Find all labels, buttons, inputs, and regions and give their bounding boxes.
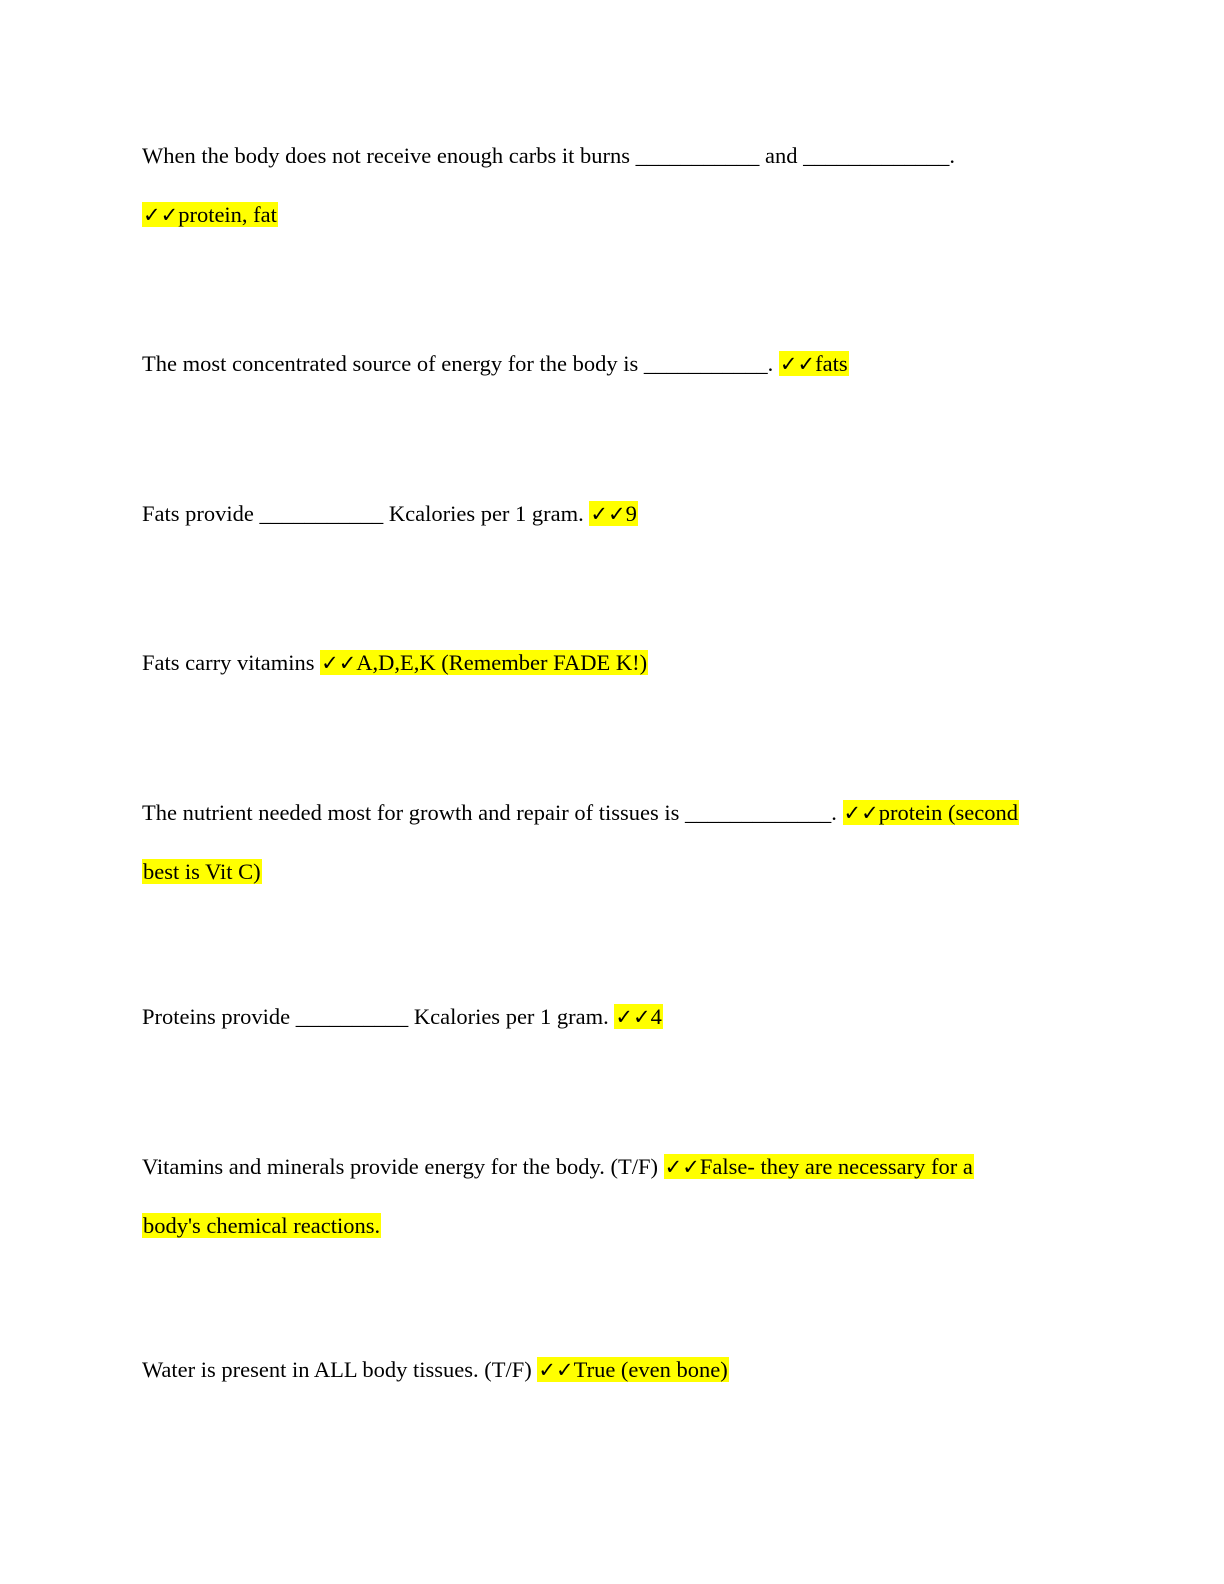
question-7-prompt: Vitamins and minerals provide energy for the body. (T/F) [142,1154,659,1179]
question-6 [142,1001,663,1033]
answer-6-highlight [614,1004,662,1029]
answer-1 [142,199,278,231]
answer-5-continuation [142,856,262,888]
double-checkmark-icon: ✓✓ [321,651,357,675]
answer-5-cont-highlight: best is Vit C) [143,859,261,884]
double-checkmark-icon: ✓✓ [615,1005,651,1029]
question-1-prompt: When the body does not receive enough carbs it burns ___________ and _____________. [142,143,955,168]
answer-2-highlight [779,351,849,376]
answer-2-text: fats [815,351,848,376]
double-checkmark-icon: ✓✓ [143,203,179,227]
answer-7-highlight [664,1154,974,1179]
question-8-prompt: Water is present in ALL body tissues. (T/F) [142,1357,532,1382]
answer-8-text: True (even bone) [573,1357,728,1382]
answer-4-text: A,D,E,K (Remember FADE K!) [356,650,648,675]
question-1 [142,140,955,172]
question-6-prompt: Proteins provide __________ Kcalories per 1 gram. [142,1004,609,1029]
question-2-prompt: The most concentrated source of energy for the body is ___________. [142,351,774,376]
question-8 [142,1354,729,1386]
answer-3-highlight [589,501,637,526]
answer-6-text: 4 [650,1004,662,1029]
question-4 [142,647,648,679]
answer-8-highlight [537,1357,728,1382]
answer-1-highlight [142,202,278,227]
answer-7-text: False- they are necessary for a [699,1154,973,1179]
question-2 [142,348,849,380]
question-4-prompt: Fats carry vitamins [142,650,315,675]
answer-7-cont-highlight: body's chemical reactions. [143,1213,381,1238]
answer-4-highlight [320,650,648,675]
answer-1-text: protein, fat [178,202,277,227]
double-checkmark-icon: ✓✓ [779,352,816,376]
question-5-prompt: The nutrient needed most for growth and repair of tissues is _____________. [142,800,837,825]
double-checkmark-icon: ✓✓ [538,1358,574,1382]
answer-5-highlight [843,800,1020,825]
double-checkmark-icon: ✓✓ [590,502,626,526]
answer-5-text: protein (second [878,800,1019,825]
answer-3-text: 9 [625,501,637,526]
question-3 [142,498,638,530]
double-checkmark-icon: ✓✓ [664,1155,700,1179]
question-7 [142,1151,974,1183]
question-3-prompt: Fats provide ___________ Kcalories per 1 gram. [142,501,584,526]
answer-7-continuation [142,1210,381,1242]
double-checkmark-icon: ✓✓ [843,801,879,825]
question-5 [142,797,1019,829]
